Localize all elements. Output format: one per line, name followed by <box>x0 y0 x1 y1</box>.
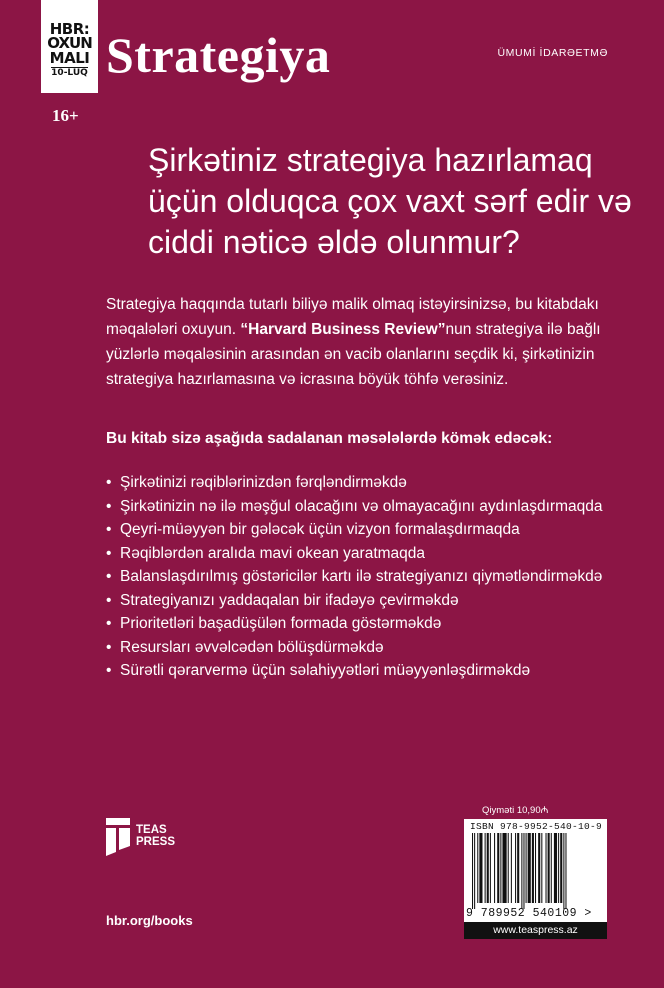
barcode-bar <box>511 833 512 903</box>
isbn-number: ISBN 978-9952-540-10-9 <box>470 821 603 832</box>
barcode-bar <box>554 833 557 903</box>
barcode-bar <box>502 833 506 903</box>
ean-digits: 9 789952 540109 > <box>466 907 592 920</box>
barcode-bar <box>532 833 534 903</box>
barcode-bar <box>490 833 491 903</box>
barcode-bar <box>546 833 547 903</box>
publisher-logo <box>106 816 175 856</box>
teas-press-logo-icon <box>106 816 130 856</box>
barcode-bar <box>497 833 499 903</box>
list-item: • Strategiyanızı yaddaqalan bir ifadəyə çevirməkdə <box>106 590 616 612</box>
list-item: • Şirkətinizin nə ilə məşğul olacağını və olmayacağını aydınlaşdırmaqda <box>106 496 616 518</box>
barcode-bar <box>474 833 475 909</box>
publisher-name-line: PRESS <box>136 836 175 848</box>
barcode-bar <box>541 833 542 903</box>
age-rating: 16+ <box>52 106 79 125</box>
list-item: • Sürətli qərarvermə üçün səlahiyyətləri müəyyənləşdirməkdə <box>106 660 616 682</box>
barcode-bar <box>508 833 509 903</box>
benefits-title: Bu kitab sizə aşağıda sadalanan məsələlərdə kömək edəcək: <box>106 430 553 447</box>
headline: Şirkətiniz strategiya hazırlamaq üçün olduqca çox vaxt sərf edir və ciddi nəticə əldə olunmur? <box>148 142 632 260</box>
barcode-bar <box>535 833 536 903</box>
barcode-bar <box>472 833 473 909</box>
list-item: • Prioritetləri başadüşülən formada göstərməkdə <box>106 613 616 635</box>
barcode-bar <box>500 833 501 903</box>
series-badge-number: 10-LUQ <box>51 67 88 78</box>
barcode-bar <box>523 833 524 909</box>
series-badge-line: HBR: <box>49 20 90 38</box>
benefits-list <box>106 472 616 684</box>
list-item: • Şirkətinizi rəqiblərinizdən fərqləndirməkdə <box>106 472 616 494</box>
publisher-website: www.teaspress.az <box>464 922 607 939</box>
price-label: Qiyməti 10,90₼ <box>482 805 549 816</box>
barcode-bar <box>563 833 564 909</box>
barcode-bar <box>487 833 489 903</box>
barcode-bar <box>565 833 566 909</box>
list-item: • Balanslaşdırılmış göstəricilər kartı ilə strategiyanızı qiymətləndirməkdə <box>106 566 616 588</box>
list-item: • Resursları əvvəlcədən bölüşdürməkdə <box>106 637 616 659</box>
intro-highlight: “Harvard Business Review” <box>240 321 446 338</box>
intro-paragraph <box>106 292 616 392</box>
intro-text: nun strategiya ilə bağlı yüzlərlə məqaləsinin arasından ən vacib olanlarını seçdik ki, şirkətinizin strategiya hazırlamasına və icrasına böyük töhfə verəsiniz. <box>106 321 601 388</box>
barcode-bar <box>558 833 559 903</box>
barcode-bar <box>526 833 527 903</box>
series-badge-line: OXUN <box>47 34 92 53</box>
publisher-name <box>136 824 175 848</box>
list-item: • Qeyri-müəyyən bir gələcək üçün vizyon formalaşdırmaqda <box>106 519 616 541</box>
barcode-bar <box>521 833 522 909</box>
intro-text: Strategiya haqqında tutarlı biliyə malik olmaq istəyirsinizsə, bu kitabdakı məqalələri oxuyun. <box>106 296 599 338</box>
list-item: • Rəqiblərdən aralıda mavi okean yaratmaqda <box>106 543 616 565</box>
barcode-bar <box>485 833 486 903</box>
series-badge <box>41 0 98 93</box>
barcode-bar <box>494 833 495 903</box>
barcode-bar <box>477 833 478 903</box>
barcode-bar <box>551 833 552 903</box>
hbr-url: hbr.org/books <box>106 913 193 928</box>
barcode-bars <box>472 833 599 909</box>
barcode <box>464 819 607 922</box>
barcode-bar <box>479 833 482 903</box>
publisher-name-line: TEAS <box>136 824 167 836</box>
barcode-bar <box>560 833 562 903</box>
category-label: ÜMUMİ İDARƏETMƏ <box>497 47 608 59</box>
barcode-bar <box>517 833 519 903</box>
book-title: Strategiya <box>106 27 331 83</box>
barcode-bar <box>538 833 540 903</box>
barcode-bar <box>548 833 550 903</box>
barcode-bar <box>515 833 516 903</box>
barcode-bar <box>528 833 531 903</box>
series-badge-line: MALI <box>49 48 90 67</box>
